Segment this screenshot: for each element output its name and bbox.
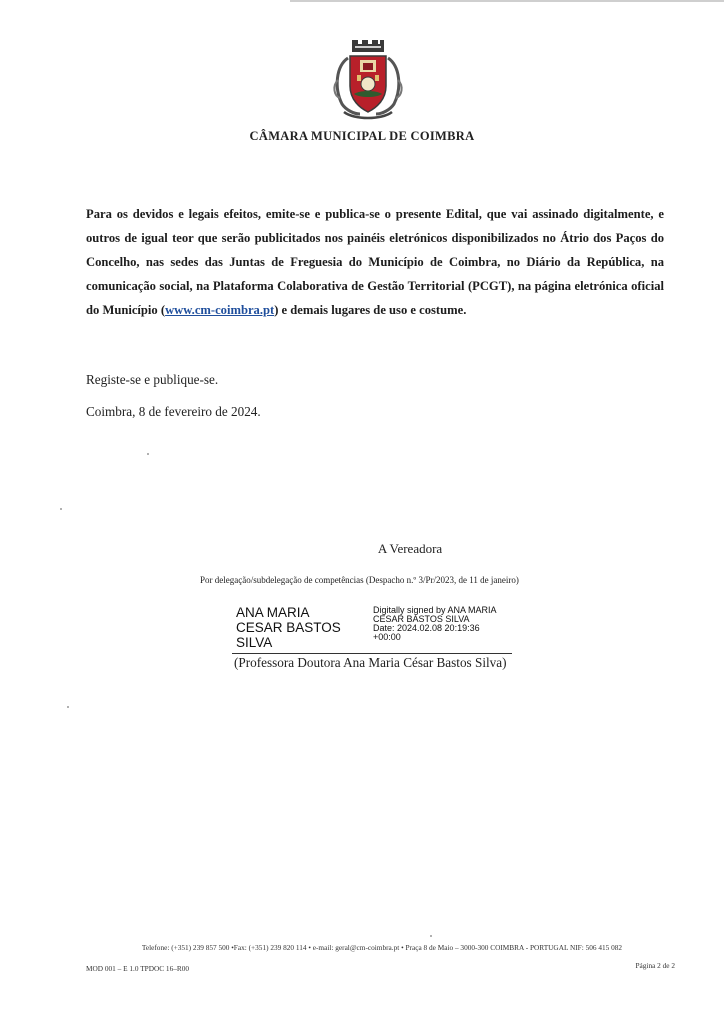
delegation-note: Por delegação/subdelegação de competências (Despacho n.º 3/Pr/2023, de 11 de janeiro): [200, 575, 519, 585]
signature-detail-line: Digitally signed by ANA MARIA: [373, 605, 497, 615]
signature-detail-line: Date: 2024.02.08 20:19:36: [373, 623, 480, 633]
edict-paragraph: [86, 202, 664, 322]
top-border-line: [290, 0, 724, 2]
place-date-line: Coimbra, 8 de fevereiro de 2024.: [86, 404, 261, 419]
register-publish-line: Registe-se e publique-se.: [86, 372, 219, 387]
footer-contact-info: Telefone: (+351) 239 857 500 •Fax: (+351) 239 820 114 • e-mail: geral@cm-coimbra.pt • Praça 8 de Maio – 3000-300 COIMBRA - PORTUGAL NIF: 506 415 082: [141, 943, 623, 952]
signature-line: [232, 653, 512, 654]
coimbra-crest-icon: [330, 40, 406, 122]
scan-speck: [147, 453, 149, 455]
signature-name-line: CESAR BASTOS: [236, 620, 341, 635]
paragraph-text-end: ) e demais lugares de uso e costume.: [274, 303, 467, 317]
signature-details: [373, 606, 497, 642]
digital-signature-block: [236, 605, 512, 654]
signature-name: [236, 605, 341, 650]
municipality-title: CÂMARA MUNICIPAL DE COIMBRA: [249, 129, 475, 143]
scan-speck: [67, 706, 69, 708]
signature-name-line: SILVA: [236, 635, 273, 650]
paragraph-text-start: Para os devidos e legais efeitos, emite-se e publica-se o presente Edital, que vai assinado digitalmente, e outros de igual teor que serão publicitados nos painéis eletrónicos disponibilizados no Átrio dos Paços do Concelho, nas sedes das Juntas de Freguesia do Município de Coimbra, no Diário da República, na comunicação social, na Plataforma Colaborativa de Gestão Territorial (PCGT), na página eletrónica oficial do Município (: [86, 207, 664, 317]
municipality-website-link[interactable]: www.cm-coimbra.pt: [165, 303, 275, 317]
signature-detail-line: CESAR BASTOS SILVA: [373, 614, 470, 624]
scan-speck: [60, 508, 62, 510]
scan-speck: [430, 935, 432, 937]
signer-full-name: (Professora Doutora Ana Maria César Bastos Silva): [234, 655, 507, 670]
page-number: Página 2 de 2: [635, 961, 675, 970]
footer-document-code: MOD 001 – E 1.0 TPDOC 16–R00: [86, 964, 190, 973]
signature-name-line: ANA MARIA: [236, 605, 310, 620]
signatory-role: A Vereadora: [377, 541, 443, 556]
signature-detail-line: +00:00: [373, 632, 401, 642]
